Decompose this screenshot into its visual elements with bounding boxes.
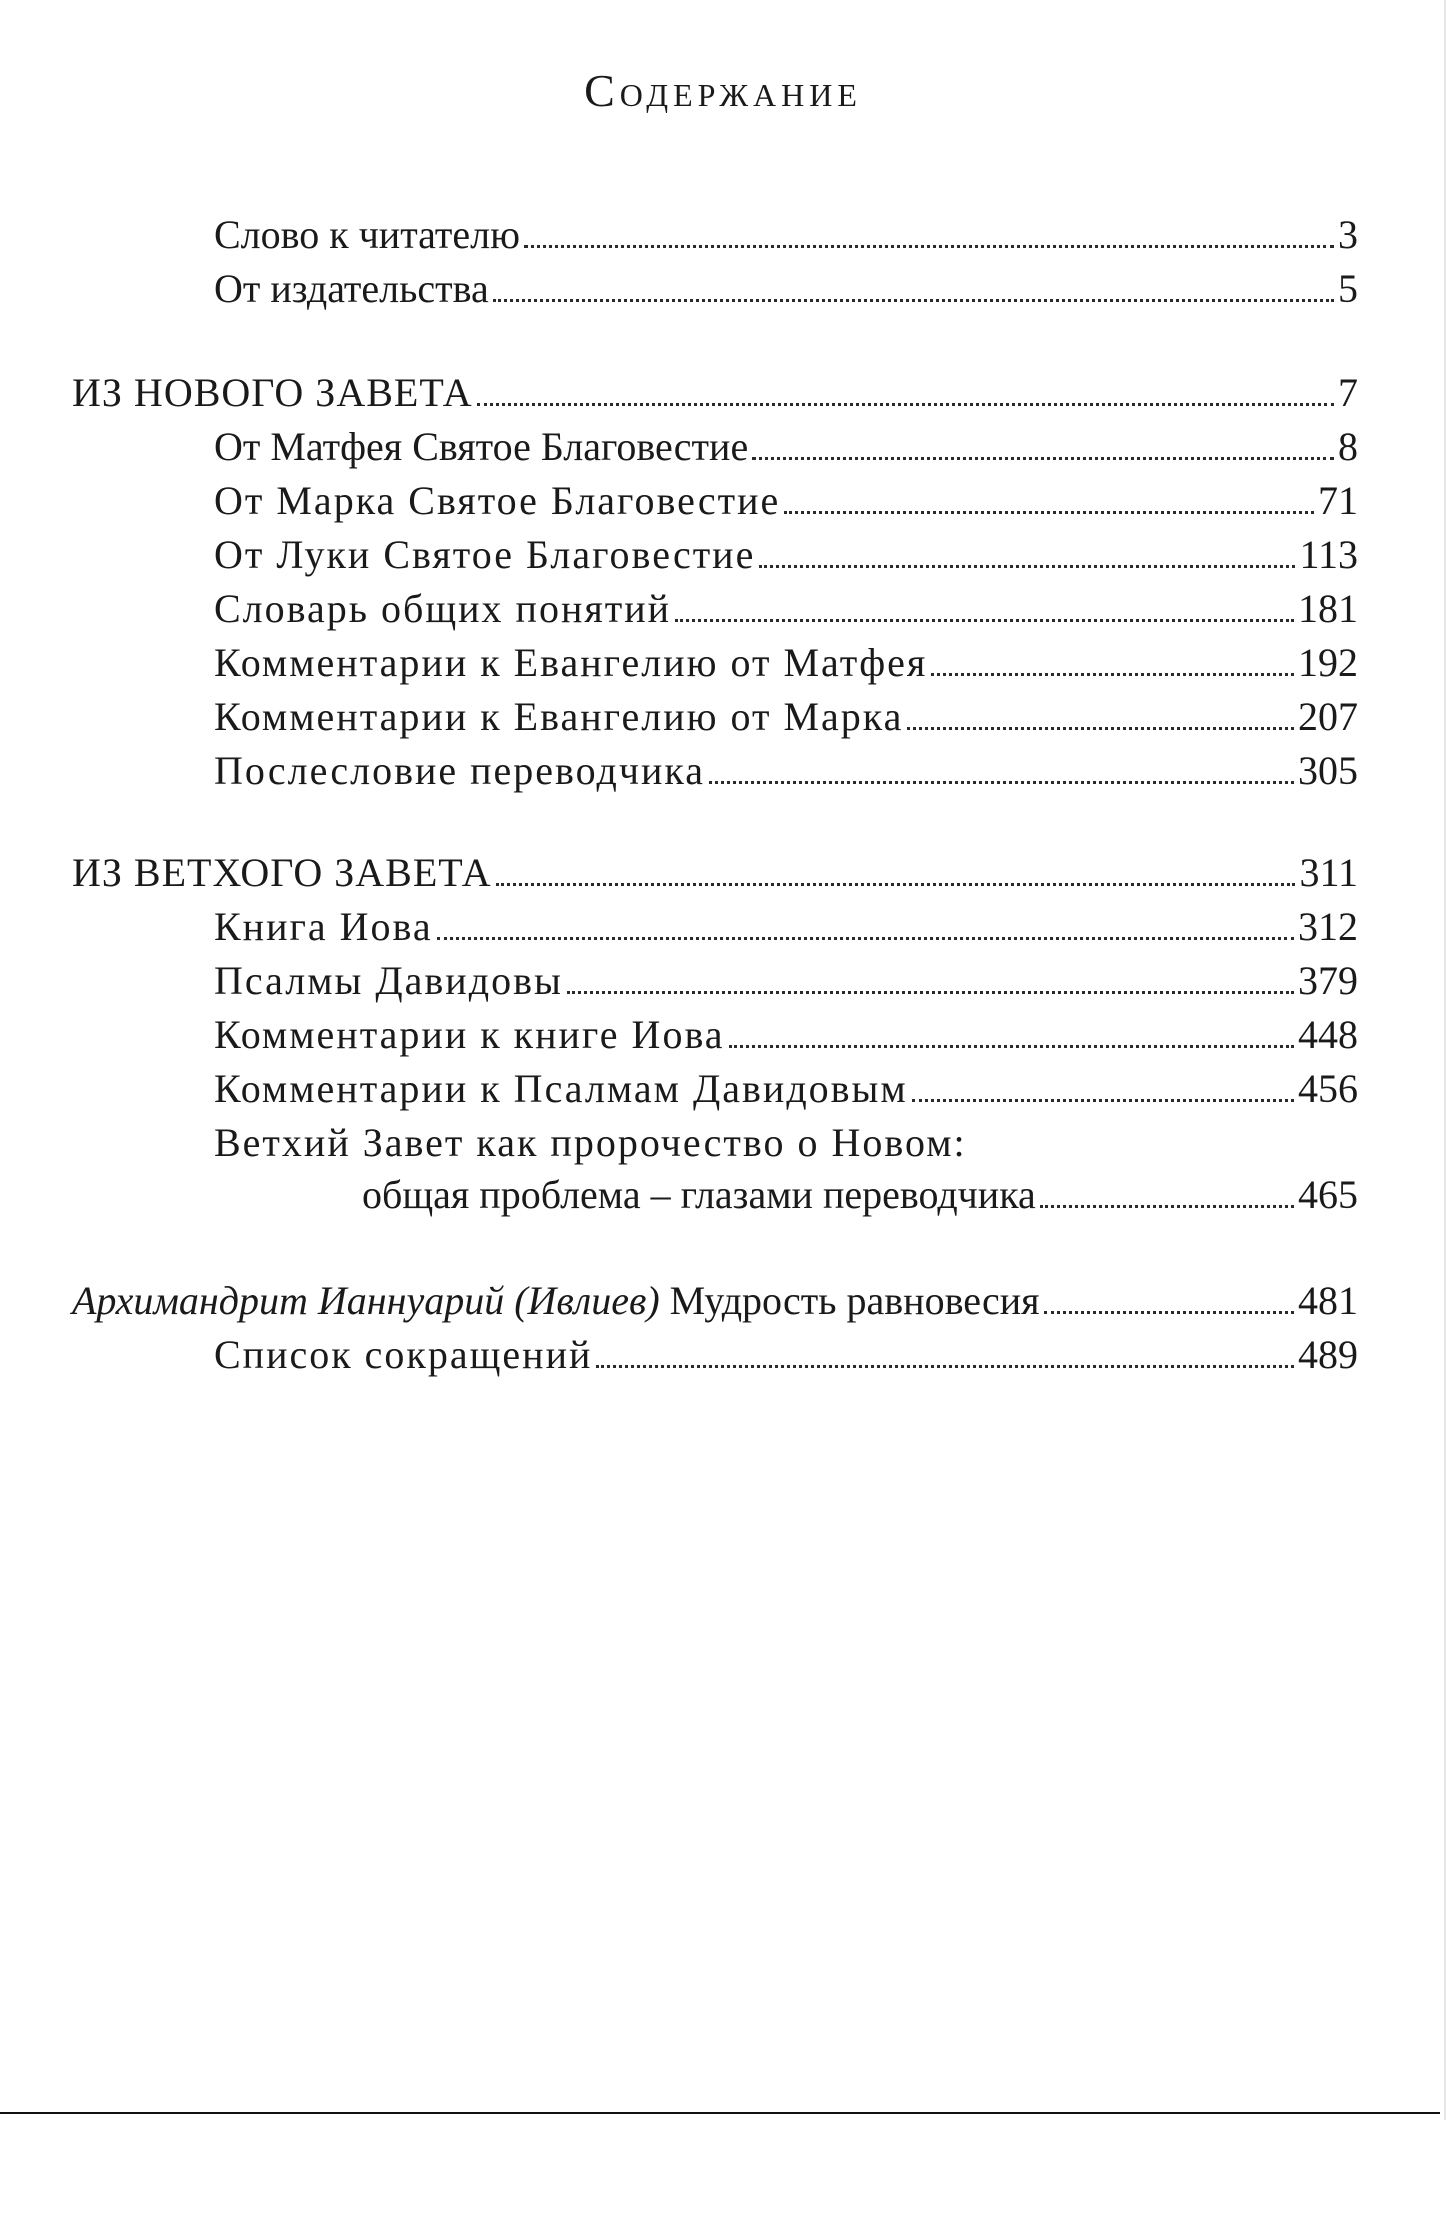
toc-entry-prophecy-heading <box>72 1116 1358 1170</box>
dot-leader <box>931 673 1294 676</box>
toc-entry-komm-psalmy[interactable] <box>72 1062 1358 1116</box>
page-number: 311 <box>1299 850 1358 895</box>
toc-entry-title: Словарь общих понятий <box>214 586 672 631</box>
dot-leader <box>524 245 1334 248</box>
toc-entry-title: Комментарии к Евангелию от Марка <box>214 694 904 739</box>
toc-entry-title: Псалмы Давидовы <box>214 958 563 1003</box>
dot-leader <box>596 1365 1294 1368</box>
toc-entry-title: Послесловие переводчика <box>214 748 705 793</box>
page-number: 3 <box>1338 212 1358 257</box>
dot-leader <box>496 883 1296 886</box>
toc-entry-matfey[interactable] <box>72 420 1358 474</box>
toc-section-new-testament[interactable] <box>72 366 1358 420</box>
dot-leader <box>675 619 1294 622</box>
page-number: 481 <box>1298 1278 1358 1323</box>
toc-entry-title-line-2: общая проблема – глазами переводчика <box>362 1172 1036 1217</box>
toc-entry-title: От Матфея Святое Благовестие <box>214 424 749 469</box>
dot-leader <box>784 511 1314 514</box>
dot-leader <box>567 991 1294 994</box>
toc-entry-title: От издательства <box>214 266 489 311</box>
page-number: 192 <box>1298 640 1358 685</box>
toc-entry-title: Слово к читателю <box>214 212 520 257</box>
toc-entry-slovar[interactable] <box>72 582 1358 636</box>
toc-entry-afterword[interactable] <box>72 1274 1358 1328</box>
toc-entry-slovo[interactable] <box>72 208 1358 262</box>
toc-entry-prophecy[interactable] <box>72 1168 1358 1222</box>
toc-entry-title: От Луки Святое Благовестие <box>214 532 756 577</box>
dot-leader <box>709 781 1294 784</box>
toc-entry-komm-matfey[interactable] <box>72 636 1358 690</box>
page-number: 5 <box>1338 266 1358 311</box>
toc-entry-komm-iov[interactable] <box>72 1008 1358 1062</box>
toc-entry-psalmy[interactable] <box>72 954 1358 1008</box>
dot-leader <box>759 565 1295 568</box>
page-number: 113 <box>1299 532 1358 577</box>
page-number: 489 <box>1298 1332 1358 1377</box>
toc-entry-ot-izdatelstva[interactable] <box>72 262 1358 316</box>
page-number: 181 <box>1298 586 1358 631</box>
toc-entry-title: Комментарии к Евангелию от Матфея <box>214 640 928 685</box>
toc-entry-mark[interactable] <box>72 474 1358 528</box>
toc-entry-title-line-1: Ветхий Завет как пророчество о Новом: <box>214 1120 967 1165</box>
toc-entry-iov[interactable] <box>72 900 1358 954</box>
page-number: 465 <box>1298 1172 1358 1217</box>
toc-entry-abbreviations[interactable] <box>72 1328 1358 1382</box>
toc-entry-luka[interactable] <box>72 528 1358 582</box>
bottom-rule <box>0 2112 1440 2114</box>
page-number: 8 <box>1338 424 1358 469</box>
page-number: 379 <box>1298 958 1358 1003</box>
toc-entry-komm-mark[interactable] <box>72 690 1358 744</box>
dot-leader <box>912 1099 1294 1102</box>
dot-leader <box>729 1045 1294 1048</box>
dot-leader <box>752 457 1334 460</box>
dot-leader <box>437 937 1294 940</box>
toc-entry-title: Мудрость равновесия <box>669 1278 1040 1323</box>
page-title: Содержание <box>584 65 862 116</box>
toc-entry-title: Книга Иова <box>214 904 433 949</box>
section-title: ИЗ НОВОГО ЗАВЕТА <box>72 370 473 415</box>
page-number: 312 <box>1298 904 1358 949</box>
section-title: ИЗ ВЕТХОГО ЗАВЕТА <box>72 850 492 895</box>
toc-entry-posleslovie[interactable] <box>72 744 1358 798</box>
page-number: 207 <box>1298 694 1358 739</box>
page-number: 305 <box>1298 748 1358 793</box>
dot-leader <box>477 403 1334 406</box>
page-number: 71 <box>1318 478 1358 523</box>
toc-entry-title: Комментарии к Псалмам Давидовым <box>214 1066 908 1111</box>
toc-section-old-testament[interactable] <box>72 846 1358 900</box>
toc-entry-title: Список сокращений <box>214 1332 593 1377</box>
author-name: Архимандрит Ианнуарий (Ивлиев) <box>72 1278 660 1323</box>
page-number: 448 <box>1298 1012 1358 1057</box>
dot-leader <box>1044 1311 1294 1314</box>
page-number: 456 <box>1298 1066 1358 1111</box>
dot-leader <box>493 299 1334 302</box>
dot-leader <box>1040 1205 1294 1208</box>
dot-leader <box>907 727 1294 730</box>
page-number: 7 <box>1338 370 1358 415</box>
toc-entry-title: Комментарии к книге Иова <box>214 1012 725 1057</box>
toc-entry-title: От Марка Святое Благовестие <box>214 478 781 523</box>
